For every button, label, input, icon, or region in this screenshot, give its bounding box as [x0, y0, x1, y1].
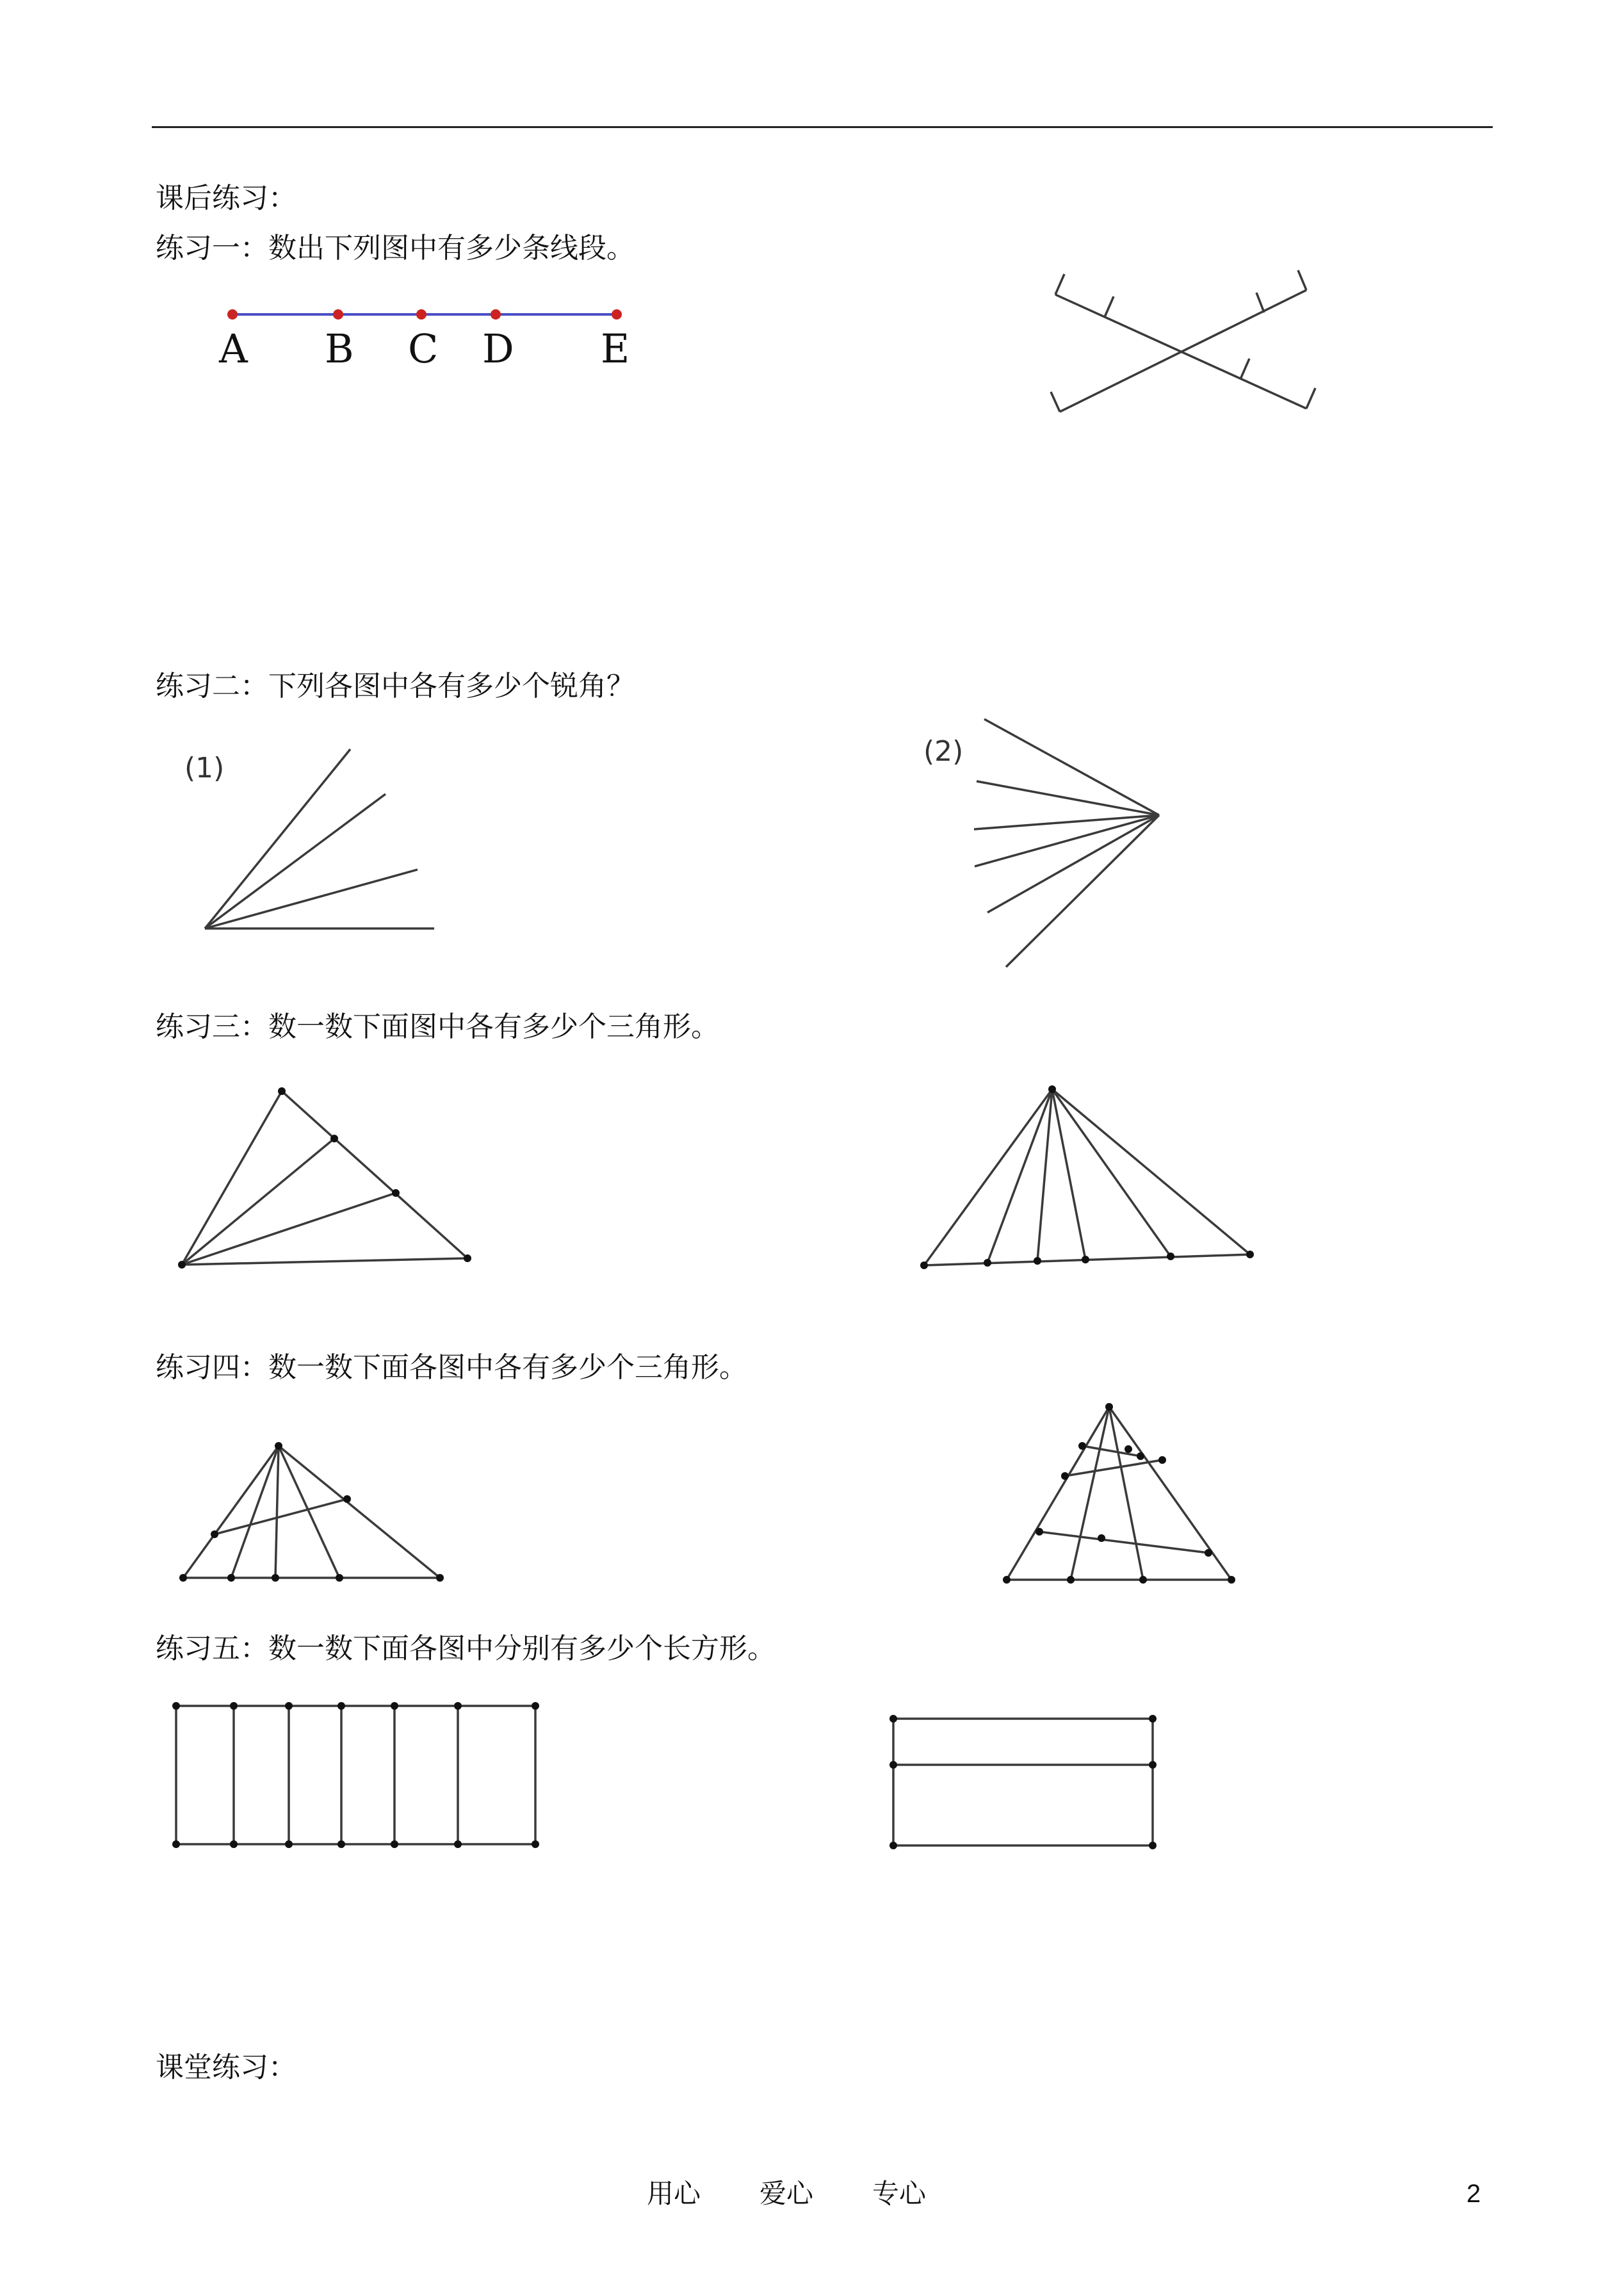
point-label-a: A — [219, 325, 248, 372]
exercise-4-title: 练习四：数一数下面各图中各有多少个三角形。 — [156, 1351, 747, 1384]
exercise-5-title: 练习五：数一数下面各图中分别有多少个长方形。 — [156, 1632, 775, 1665]
point-label-e: E — [601, 325, 630, 372]
footer-slogan-2: 爱心 — [759, 2178, 814, 2209]
vertex-dot — [230, 1840, 238, 1848]
cevian — [1071, 1407, 1109, 1580]
segment-figure — [192, 282, 679, 384]
header-rule — [152, 126, 1493, 128]
end-tick — [1298, 270, 1306, 290]
page-footer — [0, 2175, 1624, 2213]
vertex-dot — [1149, 1842, 1157, 1849]
vertex-dot — [1158, 1456, 1166, 1464]
transversal — [1065, 1460, 1162, 1476]
vertex-dot — [464, 1254, 471, 1262]
vertex-dot — [1048, 1085, 1056, 1093]
vertex-dot — [275, 1442, 282, 1450]
vertex-dot — [1067, 1576, 1075, 1584]
vertex-dot — [1003, 1576, 1011, 1584]
rectangle-figure-2 — [884, 1703, 1178, 1857]
angle-figure-1 — [173, 736, 461, 948]
mid-tick — [1105, 296, 1114, 317]
vertex-dot — [532, 1702, 539, 1710]
ray — [205, 870, 418, 929]
cevian — [231, 1446, 279, 1578]
outer-rectangle — [893, 1719, 1153, 1845]
outer-triangle — [1007, 1407, 1231, 1580]
point-d — [491, 309, 501, 320]
cevian — [279, 1446, 339, 1578]
ray — [987, 815, 1159, 912]
point-label-d: D — [482, 325, 514, 372]
vertex-dot — [1034, 1257, 1041, 1265]
ray — [1006, 815, 1159, 967]
figure-label-1: (1) — [184, 752, 225, 784]
end-tick — [1051, 392, 1060, 412]
vertex-dot — [1125, 1445, 1132, 1453]
vertex-dot — [1205, 1549, 1212, 1557]
point-c — [416, 309, 426, 320]
point-label-b: B — [325, 325, 354, 372]
footer-slogan-3: 专心 — [872, 2178, 927, 2209]
vertex-dot — [1105, 1403, 1113, 1411]
vertex-dot — [889, 1761, 897, 1769]
exercise-1-title: 练习一：数出下列图中有多少条线段。 — [156, 232, 635, 264]
vertex-dot — [889, 1842, 897, 1849]
mid-tick — [1240, 359, 1249, 379]
vertex-dot — [532, 1840, 539, 1848]
vertex-dot — [920, 1261, 928, 1269]
crossing-line-1 — [1060, 290, 1306, 412]
vertex-dot — [172, 1702, 180, 1710]
vertex-dot — [1098, 1534, 1105, 1542]
point-e — [612, 309, 622, 320]
vertex-dot — [285, 1840, 293, 1848]
crossing-segments-figure — [961, 256, 1358, 442]
vertex-dot — [1149, 1715, 1157, 1723]
triangle-figure-4 — [999, 1396, 1255, 1594]
cevian — [275, 1446, 279, 1578]
vertex-dot — [336, 1574, 343, 1582]
vertex-dot — [330, 1135, 338, 1142]
ray — [205, 794, 386, 929]
vertex-dot — [889, 1715, 897, 1723]
exercise-3-title: 练习三：数一数下面图中各有多少个三角形。 — [156, 1010, 719, 1043]
point-a — [227, 309, 238, 320]
vertex-dot — [436, 1574, 444, 1582]
outer-triangle — [924, 1089, 1250, 1265]
vertex-dot — [1149, 1761, 1157, 1769]
vertex-dot — [1061, 1472, 1069, 1480]
cevian — [1037, 1089, 1052, 1261]
rectangle-figure-1 — [160, 1691, 557, 1863]
vertex-dot — [278, 1087, 286, 1095]
vertex-dot — [1082, 1256, 1089, 1263]
vertex-dot — [211, 1530, 218, 1538]
footer-slogan-1: 用心 — [647, 2178, 701, 2209]
exercise-2-title: 练习二：下列各图中各有多少个锐角？ — [156, 670, 635, 702]
ray — [205, 749, 350, 929]
triangle-figure-3 — [166, 1428, 461, 1594]
vertex-dot — [337, 1840, 345, 1848]
vertex-dot — [272, 1574, 279, 1582]
vertex-dot — [391, 1702, 398, 1710]
outer-triangle — [183, 1446, 440, 1578]
vertex-dot — [454, 1840, 462, 1848]
outer-triangle — [182, 1091, 467, 1265]
vertex-dot — [1035, 1528, 1043, 1536]
vertex-dot — [227, 1574, 235, 1582]
transversal — [1039, 1532, 1208, 1553]
outer-rectangle — [176, 1706, 535, 1844]
cevian — [182, 1139, 334, 1265]
cevian — [182, 1193, 396, 1265]
vertex-dot — [1139, 1576, 1147, 1584]
vertex-dot — [1246, 1251, 1254, 1258]
point-b — [333, 309, 343, 320]
end-tick — [1055, 274, 1064, 295]
vertex-dot — [1228, 1576, 1235, 1584]
in-class-heading: 课堂练习： — [156, 2051, 296, 2084]
transversal — [215, 1499, 347, 1534]
ray — [984, 719, 1159, 815]
triangle-figure-2 — [909, 1076, 1268, 1281]
vertex-dot — [178, 1261, 186, 1269]
vertex-dot — [391, 1840, 398, 1848]
crossing-line-2 — [1055, 295, 1306, 409]
triangle-figure-1 — [166, 1076, 487, 1281]
vertex-dot — [285, 1702, 293, 1710]
vertex-dot — [1137, 1452, 1144, 1460]
vertex-dot — [984, 1259, 991, 1267]
cevian — [1109, 1407, 1143, 1580]
vertex-dot — [230, 1702, 238, 1710]
vertex-dot — [337, 1702, 345, 1710]
point-label-c: C — [408, 325, 439, 372]
after-class-heading: 课后练习： — [156, 182, 296, 215]
vertex-dot — [454, 1702, 462, 1710]
vertex-dot — [172, 1840, 180, 1848]
cevian — [987, 1089, 1052, 1263]
angle-figure-2 — [909, 708, 1178, 977]
cevian — [1052, 1089, 1085, 1260]
end-tick — [1306, 388, 1315, 409]
mid-tick — [1256, 293, 1264, 312]
vertex-dot — [392, 1189, 400, 1197]
ray — [977, 781, 1159, 815]
vertex-dot — [1167, 1253, 1174, 1260]
vertex-dot — [1078, 1442, 1086, 1450]
page-number: 2 — [1466, 2180, 1481, 2208]
vertex-dot — [179, 1574, 187, 1582]
vertex-dot — [343, 1495, 351, 1503]
figure-label-2: (2) — [923, 735, 964, 768]
